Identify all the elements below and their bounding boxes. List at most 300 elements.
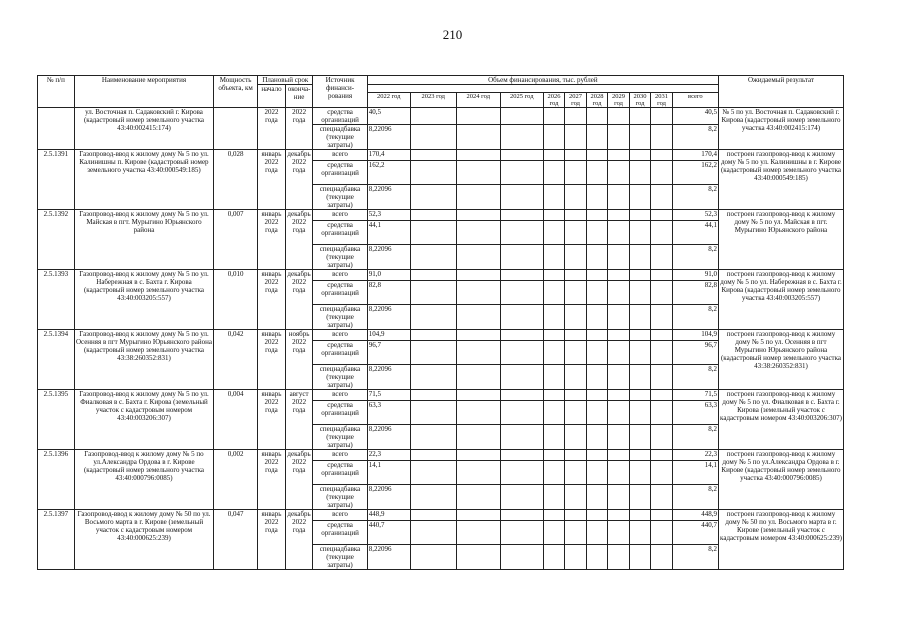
item-capacity: 0,007 [214, 210, 258, 270]
value-empty [456, 270, 500, 281]
value-empty [651, 545, 673, 570]
funding-source: спецнадбавка (текущие затраты) [313, 545, 367, 570]
funding-source: средства организаций [313, 341, 367, 365]
item-end: декабрь 2022 года [285, 270, 313, 330]
value-total: 96,7 [672, 341, 718, 365]
value-total: 8,2 [672, 245, 718, 270]
value-empty [608, 210, 630, 221]
value-total: 8,2 [672, 305, 718, 330]
value-empty [456, 545, 500, 570]
value-empty [500, 150, 543, 161]
value-empty [543, 521, 565, 545]
value-empty [410, 450, 456, 461]
value-empty [565, 425, 587, 450]
value-empty [565, 401, 587, 425]
value-empty [456, 330, 500, 341]
value-empty [543, 330, 565, 341]
funding-source: средства организаций [313, 461, 367, 485]
funding-source: всего [313, 150, 367, 161]
value-empty [565, 281, 587, 305]
item-end: ноябрь 2022 года [285, 330, 313, 390]
value-empty [586, 270, 608, 281]
value-empty [586, 425, 608, 450]
value-empty [543, 401, 565, 425]
value-empty [456, 281, 500, 305]
value-empty [586, 401, 608, 425]
table-row [38, 390, 844, 401]
value-empty [651, 221, 673, 245]
value-empty [586, 521, 608, 545]
value-empty [608, 305, 630, 330]
value-empty [565, 270, 587, 281]
value-empty [500, 450, 543, 461]
value-empty [651, 305, 673, 330]
value-empty [651, 365, 673, 390]
funding-source: средства организаций [313, 401, 367, 425]
value-empty [500, 365, 543, 390]
funding-source: спецнадбавка (текущие затраты) [313, 185, 367, 210]
value-2022: 8,22096 [367, 305, 410, 330]
value-2022: 82,8 [367, 281, 410, 305]
value-empty [456, 390, 500, 401]
value-empty [565, 161, 587, 185]
value-empty [410, 365, 456, 390]
header-period: Плановый срок [258, 76, 313, 85]
value-empty [543, 185, 565, 210]
value-empty [500, 210, 543, 221]
funding-source: всего [313, 450, 367, 461]
item-end: декабрь 2022 года [285, 210, 313, 270]
value-empty [500, 461, 543, 485]
item-capacity: 0,010 [214, 270, 258, 330]
table-body [38, 108, 844, 570]
value-empty [586, 461, 608, 485]
value-empty [456, 185, 500, 210]
value-empty [629, 125, 651, 150]
value-empty [608, 401, 630, 425]
item-number: 2.5.1393 [38, 270, 75, 330]
value-empty [410, 485, 456, 510]
value-empty [543, 305, 565, 330]
value-empty [456, 305, 500, 330]
value-empty [651, 401, 673, 425]
table-row [38, 450, 844, 461]
header-year: 2026 год [543, 93, 565, 108]
value-empty [500, 425, 543, 450]
value-empty [629, 450, 651, 461]
header-year: 2027 год [565, 93, 587, 108]
funding-source: средства организаций [313, 281, 367, 305]
value-empty [410, 185, 456, 210]
value-empty [608, 150, 630, 161]
value-empty [565, 341, 587, 365]
value-empty [543, 245, 565, 270]
value-2022: 8,22096 [367, 425, 410, 450]
value-empty [543, 390, 565, 401]
value-empty [410, 510, 456, 521]
value-2022: 40,5 [367, 108, 410, 125]
value-empty [586, 245, 608, 270]
item-start: январь 2022 года [258, 510, 286, 570]
item-number: 2.5.1391 [38, 150, 75, 210]
header-volume-spacer [367, 85, 718, 93]
value-total: 8,2 [672, 545, 718, 570]
funding-source: спецнадбавка (текущие затраты) [313, 425, 367, 450]
value-empty [565, 461, 587, 485]
value-empty [543, 221, 565, 245]
expected-result: построен газопровод-ввод к жилому дому № 5 по ул. Майская в пгт. Мурыгино Юрьянского района [718, 210, 843, 270]
value-empty [586, 510, 608, 521]
value-2022: 8,22096 [367, 545, 410, 570]
value-2022: 8,22096 [367, 185, 410, 210]
expected-result: построен газопровод-ввод к жилому дому № 5 по ул. Осенняя в пгт Мурыгино Юрьянского района (кадастровый номер земельного участка 43:38:260352:831) [718, 330, 843, 390]
value-2022: 91,0 [367, 270, 410, 281]
item-number: 2.5.1392 [38, 210, 75, 270]
value-total: 8,2 [672, 185, 718, 210]
header-end: оконча-ние [285, 85, 313, 108]
value-empty [608, 281, 630, 305]
item-start: январь 2022 года [258, 450, 286, 510]
value-empty [608, 545, 630, 570]
value-empty [608, 425, 630, 450]
value-empty [410, 125, 456, 150]
item-start: январь 2022 года [258, 330, 286, 390]
expected-result: № 5 по ул. Восточная п. Садаковский г. Кирова (кадастровый номер земельного участка 43:40:002415:174) [718, 108, 843, 150]
header-year: 2028 год [586, 93, 608, 108]
value-empty [410, 270, 456, 281]
item-end: декабрь 2022 года [285, 150, 313, 210]
value-empty [651, 461, 673, 485]
item-capacity: 0,004 [214, 390, 258, 450]
header-volume: Объем финансирования, тыс. рублей [367, 76, 718, 85]
value-empty [608, 330, 630, 341]
value-empty [651, 450, 673, 461]
value-empty [565, 365, 587, 390]
value-empty [410, 281, 456, 305]
funding-source: спецнадбавка (текущие затраты) [313, 125, 367, 150]
value-empty [586, 150, 608, 161]
header-start: начало [258, 85, 286, 108]
funding-source: спецнадбавка (текущие затраты) [313, 485, 367, 510]
value-empty [651, 161, 673, 185]
value-empty [651, 330, 673, 341]
value-empty [456, 210, 500, 221]
header-year: всего [672, 93, 718, 108]
value-empty [410, 210, 456, 221]
value-2022: 448,9 [367, 510, 410, 521]
header-year: 2030 год [629, 93, 651, 108]
value-2022: 170,4 [367, 150, 410, 161]
value-empty [629, 245, 651, 270]
value-empty [586, 341, 608, 365]
value-2022: 440,7 [367, 521, 410, 545]
value-2022: 162,2 [367, 161, 410, 185]
value-empty [500, 390, 543, 401]
value-empty [651, 210, 673, 221]
header-year: 2024 год [456, 93, 500, 108]
item-name: Газопровод-ввод к жилому дому № 5 по ул. Майская в пгт. Мурыгино Юрьянского района [74, 210, 213, 270]
value-total: 440,7 [672, 521, 718, 545]
value-empty [565, 221, 587, 245]
item-capacity: 0,002 [214, 450, 258, 510]
value-empty [608, 450, 630, 461]
value-empty [629, 221, 651, 245]
value-empty [629, 150, 651, 161]
value-empty [608, 125, 630, 150]
value-2022: 8,22096 [367, 365, 410, 390]
value-empty [500, 305, 543, 330]
item-name: Газопровод-ввод к жилому дому № 5 по ул.Александра Ордова в г. Кирове (кадастровый номер земельного участка 43:40:000796:0085) [74, 450, 213, 510]
value-total: 40,5 [672, 108, 718, 125]
value-empty [456, 341, 500, 365]
header-source: Источник финанси-рования [313, 76, 367, 108]
value-empty [543, 108, 565, 125]
item-start: январь 2022 года [258, 270, 286, 330]
value-total: 162,2 [672, 161, 718, 185]
item-name: Газопровод-ввод к жилому дому № 5 по ул. Набережная в с. Бахта г. Кирова (кадастровый номер земельного участка 43:40:003205:557) [74, 270, 213, 330]
value-empty [410, 545, 456, 570]
value-empty [410, 150, 456, 161]
value-total: 8,2 [672, 425, 718, 450]
table-row [38, 270, 844, 281]
value-empty [410, 341, 456, 365]
item-name: Газопровод-ввод к жилому дому № 5 по ул. Калинишны п. Кирове (кадастровый номер земельного участка 43:40:000549:185) [74, 150, 213, 210]
value-total: 170,4 [672, 150, 718, 161]
item-capacity: 0,047 [214, 510, 258, 570]
value-empty [651, 425, 673, 450]
value-empty [608, 390, 630, 401]
value-empty [651, 281, 673, 305]
value-empty [456, 521, 500, 545]
value-empty [543, 210, 565, 221]
item-end: август 2022 года [285, 390, 313, 450]
value-2022: 14,1 [367, 461, 410, 485]
value-empty [629, 341, 651, 365]
value-empty [608, 341, 630, 365]
value-empty [565, 510, 587, 521]
expected-result: построен газопровод-ввод к жилому дому № 5 по ул. Набережная в с. Бахта г. Кирова (кадастровый номер земельного участка 43:40:003205:557) [718, 270, 843, 330]
item-start: 2022 года [258, 108, 286, 150]
value-empty [456, 245, 500, 270]
value-empty [586, 108, 608, 125]
value-empty [543, 341, 565, 365]
value-empty [543, 425, 565, 450]
value-empty [565, 450, 587, 461]
value-total: 52,3 [672, 210, 718, 221]
value-empty [651, 270, 673, 281]
value-empty [586, 305, 608, 330]
value-empty [456, 221, 500, 245]
header-result: Ожидаемый результат [718, 76, 843, 108]
financing-table [37, 75, 844, 570]
value-total: 22,3 [672, 450, 718, 461]
value-empty [500, 108, 543, 125]
value-empty [629, 270, 651, 281]
value-empty [456, 108, 500, 125]
item-name: ул. Восточная п. Садаковский г. Кирова (кадастровый номер земельного участка 43:40:002415:174) [74, 108, 213, 150]
value-empty [500, 521, 543, 545]
header-capacity: Мощность объекта, км [214, 76, 258, 108]
value-2022: 96,7 [367, 341, 410, 365]
value-empty [586, 185, 608, 210]
table-row [38, 510, 844, 521]
item-name: Газопровод-ввод к жилому дому № 5 по ул. Осенняя в пгт Мурыгино Юрьянского района (кадастровый номер земельного участка 43:38:260352:831) [74, 330, 213, 390]
value-total: 448,9 [672, 510, 718, 521]
value-empty [543, 510, 565, 521]
value-empty [565, 485, 587, 510]
value-empty [410, 221, 456, 245]
value-2022: 8,22096 [367, 485, 410, 510]
value-empty [456, 425, 500, 450]
value-empty [456, 161, 500, 185]
value-empty [586, 485, 608, 510]
value-empty [543, 270, 565, 281]
value-empty [543, 450, 565, 461]
expected-result: построен газопровод-ввод к жилому дому № 5 по ул. Калинишны в г. Кирове (кадастровый номер земельного участка 43:40:000549:185) [718, 150, 843, 210]
value-empty [608, 485, 630, 510]
value-empty [586, 281, 608, 305]
header-year: 2023 год [410, 93, 456, 108]
value-empty [629, 521, 651, 545]
value-empty [543, 125, 565, 150]
value-empty [410, 401, 456, 425]
funding-source: всего [313, 330, 367, 341]
funding-source: спецнадбавка (текущие затраты) [313, 305, 367, 330]
value-empty [410, 245, 456, 270]
value-empty [629, 545, 651, 570]
funding-source: всего [313, 210, 367, 221]
value-empty [608, 270, 630, 281]
value-empty [565, 210, 587, 221]
value-empty [608, 221, 630, 245]
value-empty [629, 425, 651, 450]
value-2022: 44,1 [367, 221, 410, 245]
value-total: 71,5 [672, 390, 718, 401]
value-empty [500, 281, 543, 305]
item-name: Газопровод-ввод к жилому дому № 50 по ул. Восьмого марта в г. Кирове (земельный участок с кадастровым номером 43:40:000625:239) [74, 510, 213, 570]
value-empty [586, 161, 608, 185]
value-empty [608, 161, 630, 185]
value-empty [565, 330, 587, 341]
value-empty [586, 210, 608, 221]
funding-source: спецнадбавка (текущие затраты) [313, 245, 367, 270]
item-number: 2.5.1396 [38, 450, 75, 510]
value-total: 104,9 [672, 330, 718, 341]
item-name: Газопровод-ввод к жилому дому № 5 по ул. Фиалковая в с. Бахта г. Кирова (земельный участок с кадастровым номером 43:40:003206:307) [74, 390, 213, 450]
value-empty [651, 341, 673, 365]
value-empty [500, 245, 543, 270]
value-empty [410, 305, 456, 330]
value-total: 82,8 [672, 281, 718, 305]
value-empty [565, 185, 587, 210]
value-empty [629, 108, 651, 125]
value-empty [500, 341, 543, 365]
table-row [38, 330, 844, 341]
value-total: 8,2 [672, 485, 718, 510]
value-empty [651, 125, 673, 150]
value-empty [629, 305, 651, 330]
value-empty [608, 245, 630, 270]
value-empty [629, 161, 651, 185]
item-start: январь 2022 года [258, 390, 286, 450]
value-empty [500, 485, 543, 510]
value-empty [608, 461, 630, 485]
value-empty [651, 185, 673, 210]
value-total: 8,2 [672, 125, 718, 150]
value-total: 8,2 [672, 365, 718, 390]
value-empty [629, 485, 651, 510]
value-2022: 104,9 [367, 330, 410, 341]
value-empty [608, 185, 630, 210]
item-end: декабрь 2022 года [285, 450, 313, 510]
value-empty [543, 461, 565, 485]
value-total: 14,1 [672, 461, 718, 485]
item-start: январь 2022 года [258, 150, 286, 210]
item-start: январь 2022 года [258, 210, 286, 270]
value-empty [651, 485, 673, 510]
header-name: Наименование мероприятия [74, 76, 213, 108]
value-empty [586, 365, 608, 390]
header-year: 2022 год [367, 93, 410, 108]
value-empty [608, 108, 630, 125]
header-year: 2031 год [651, 93, 673, 108]
value-empty [565, 390, 587, 401]
value-empty [565, 150, 587, 161]
item-capacity [214, 108, 258, 150]
value-empty [565, 521, 587, 545]
header-num: № п/п [38, 76, 75, 108]
funding-source: всего [313, 390, 367, 401]
value-empty [500, 401, 543, 425]
value-empty [651, 150, 673, 161]
value-empty [410, 108, 456, 125]
item-end: 2022 года [285, 108, 313, 150]
item-number [38, 108, 75, 150]
value-empty [543, 485, 565, 510]
value-empty [608, 365, 630, 390]
value-total: 63,3 [672, 401, 718, 425]
header-year: 2025 год [500, 93, 543, 108]
value-2022: 63,3 [367, 401, 410, 425]
value-empty [629, 510, 651, 521]
value-empty [543, 365, 565, 390]
funding-source: средства организаций [313, 108, 367, 125]
header-year: 2029 год [608, 93, 630, 108]
expected-result: построен газопровод-ввод к жилому дому № 5 по ул. Фиалковая в с. Бахта г. Кирова (земельный участок с кадастровым номером 43:40:003206:307) [718, 390, 843, 450]
value-2022: 71,5 [367, 390, 410, 401]
value-2022: 8,22096 [367, 245, 410, 270]
item-capacity: 0,028 [214, 150, 258, 210]
value-empty [410, 161, 456, 185]
value-empty [456, 125, 500, 150]
table-row [38, 108, 844, 125]
value-empty [456, 150, 500, 161]
value-empty [500, 125, 543, 150]
item-capacity: 0,042 [214, 330, 258, 390]
value-2022: 8,22096 [367, 125, 410, 150]
value-total: 44,1 [672, 221, 718, 245]
value-empty [565, 245, 587, 270]
value-empty [543, 281, 565, 305]
value-empty [456, 510, 500, 521]
value-empty [456, 365, 500, 390]
value-empty [586, 125, 608, 150]
funding-source: всего [313, 270, 367, 281]
value-empty [410, 521, 456, 545]
value-empty [629, 365, 651, 390]
funding-source: средства организаций [313, 521, 367, 545]
value-empty [651, 521, 673, 545]
